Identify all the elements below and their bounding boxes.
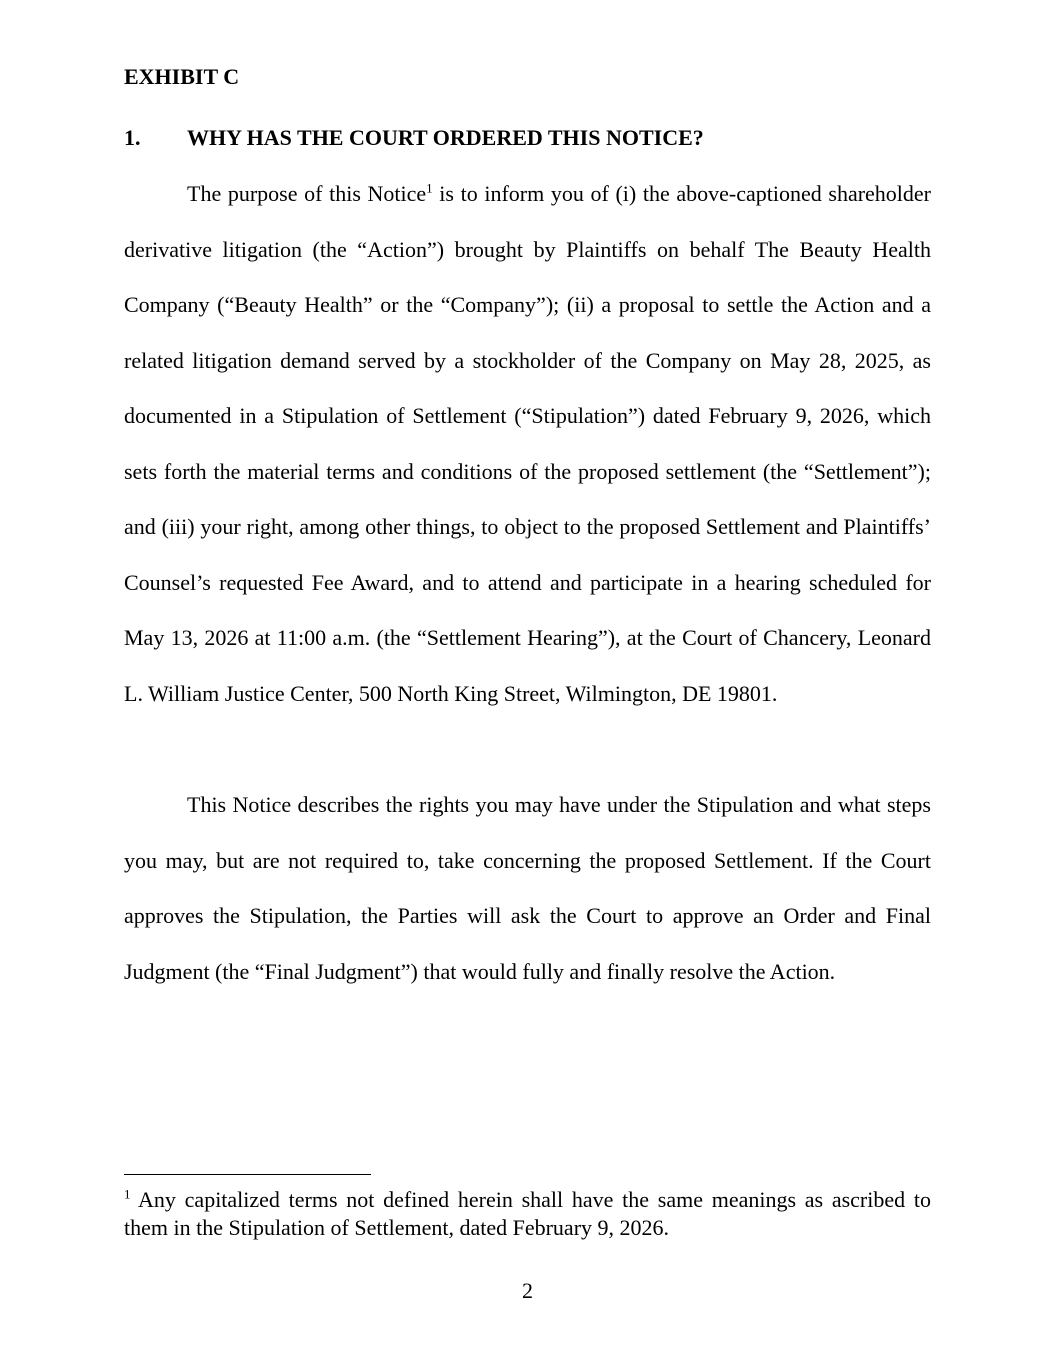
footnote-text: Any capitalized terms not defined herein shall have the same meanings as ascribed to them in the Stipulation of Settlement, dated February 9, 2026. bbox=[124, 1187, 931, 1240]
footnote-divider bbox=[124, 1174, 371, 1175]
paragraph-purpose-lead: The purpose of this Notice bbox=[187, 181, 427, 206]
paragraph-rights bbox=[124, 777, 931, 999]
section-number: 1. bbox=[124, 125, 141, 150]
footnote-marker: 1 bbox=[124, 1186, 131, 1202]
section-heading bbox=[124, 123, 704, 153]
section-title: WHY HAS THE COURT ORDERED THIS NOTICE? bbox=[187, 125, 704, 150]
paragraph-rights-text: This Notice describes the rights you may have under the Stipulation and what steps you may, but are not required to, take concerning the proposed Settlement. If the Court approves the Stipulation, the Parties will ask the Court to approve an Order and Final Judgment (the “Final Judgment”) that would fully and finally resolve the Action. bbox=[124, 792, 931, 984]
paragraph-purpose-body: is to inform you of (i) the above-captioned shareholder derivative litigation (the “Action”) brought by Plaintiffs on behalf The Beauty Health Company (“Beauty Health” or the “Company”); (ii) a proposal to settle the Action and a related litigation demand served by a stockholder of the Company on May 28, 2025, as documented in a Stipulation of Settlement (“Stipulation”) dated February 9, 2026, which sets forth the material terms and conditions of the proposed settlement (the “Settlement”); and (iii) your right, among other things, to object to the proposed Settlement and Plaintiffs’ Counsel’s requested Fee Award, and to attend and participate in a hearing scheduled for May 13, 2026 at 11:00 a.m. (the “Settlement Hearing”), at the Court of Chancery, Leonard L. William Justice Center, 500 North King Street, Wilmington, DE 19801. bbox=[124, 181, 932, 706]
footnote-reference: 1 bbox=[426, 180, 433, 196]
paragraph-purpose bbox=[124, 166, 931, 721]
exhibit-label: EXHIBIT C bbox=[124, 64, 240, 89]
footnote bbox=[124, 1186, 931, 1242]
page-number: 2 bbox=[522, 1278, 533, 1303]
